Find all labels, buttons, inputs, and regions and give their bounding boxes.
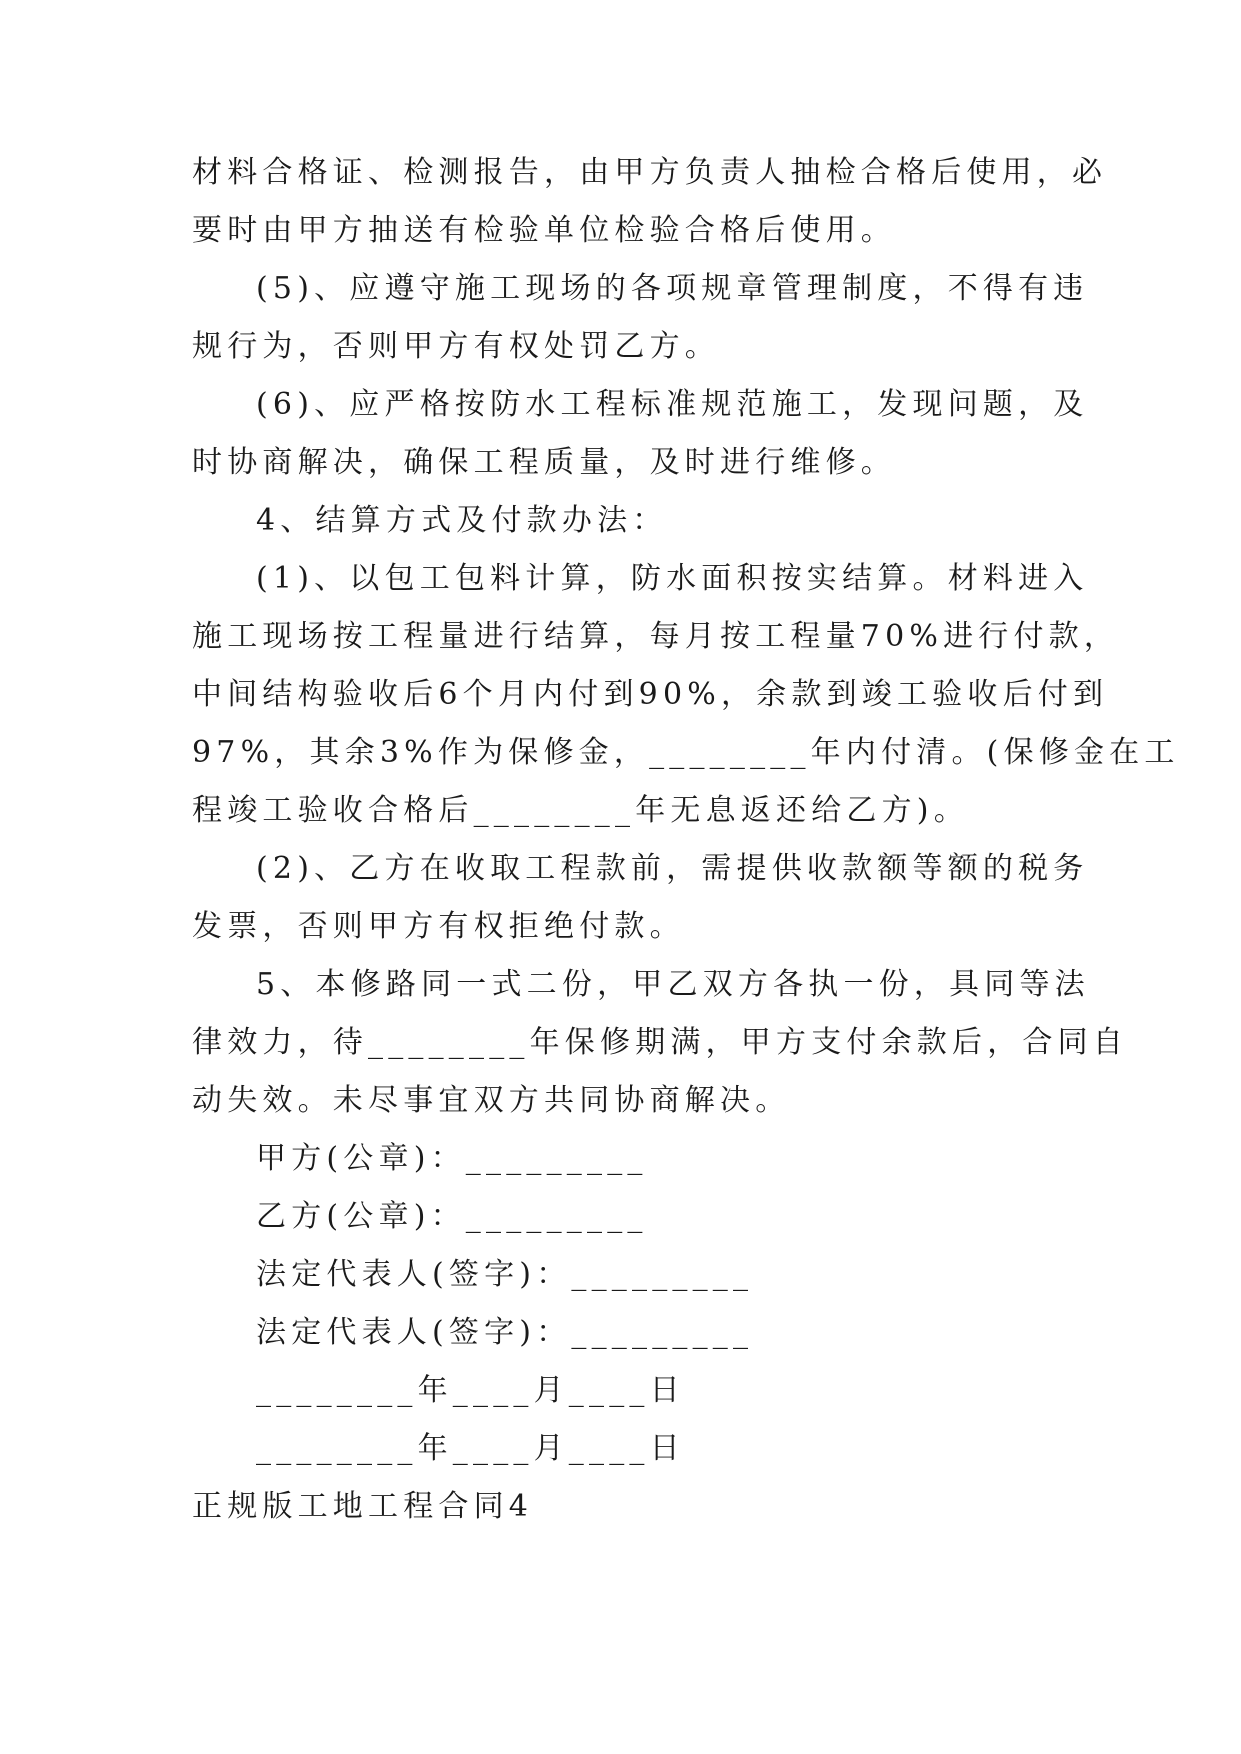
paragraph-line: 律效力，待________年保修期满，甲方支付余款后，合同自 — [192, 1025, 1128, 1060]
date-line: ________年____月____日 — [256, 1373, 685, 1408]
clause-2-line: (2)、乙方在收取工程款前，需提供收款额等额的税务 — [256, 851, 1089, 886]
paragraph-line: 97%，其余3%作为保修金，________年内付清。(保修金在工 — [192, 735, 1180, 770]
paragraph-line: 施工现场按工程量进行结算，每月按工程量70%进行付款， — [192, 619, 1120, 654]
section-5-line: 5、本修路同一式二份，甲乙双方各执一份，具同等法 — [256, 967, 1090, 1002]
section-4-heading: 4、结算方式及付款办法： — [256, 503, 668, 538]
paragraph-line: 材料合格证、检测报告，由甲方负责人抽检合格后使用，必 — [192, 155, 1108, 190]
party-a-seal-line: 甲方(公章)：_________ — [256, 1141, 648, 1176]
paragraph-line: 发票，否则甲方有权拒绝付款。 — [192, 909, 685, 944]
legal-rep-signature-line: 法定代表人(签字)：_________ — [256, 1257, 754, 1292]
clause-5-line: (5)、应遵守施工现场的各项规章管理制度，不得有违 — [256, 271, 1089, 306]
clause-1-line: (1)、以包工包料计算，防水面积按实结算。材料进入 — [256, 561, 1089, 596]
document-title: 正规版工地工程合同4 — [192, 1489, 534, 1524]
paragraph-line: 规行为，否则甲方有权处罚乙方。 — [192, 329, 720, 364]
paragraph-line: 动失效。未尽事宜双方共同协商解决。 — [192, 1083, 791, 1118]
paragraph-line: 中间结构验收后6个月内付到90%，余款到竣工验收后付到 — [192, 677, 1109, 712]
paragraph-line: 程竣工验收合格后________年无息返还给乙方)。 — [192, 793, 969, 828]
party-b-seal-line: 乙方(公章)：_________ — [256, 1199, 648, 1234]
paragraph-line: 要时由甲方抽送有检验单位检验合格后使用。 — [192, 213, 896, 248]
date-line: ________年____月____日 — [256, 1431, 685, 1466]
legal-rep-signature-line: 法定代表人(签字)：_________ — [256, 1315, 754, 1350]
clause-6-line: (6)、应严格按防水工程标准规范施工，发现问题，及 — [256, 387, 1089, 422]
paragraph-line: 时协商解决，确保工程质量，及时进行维修。 — [192, 445, 896, 480]
